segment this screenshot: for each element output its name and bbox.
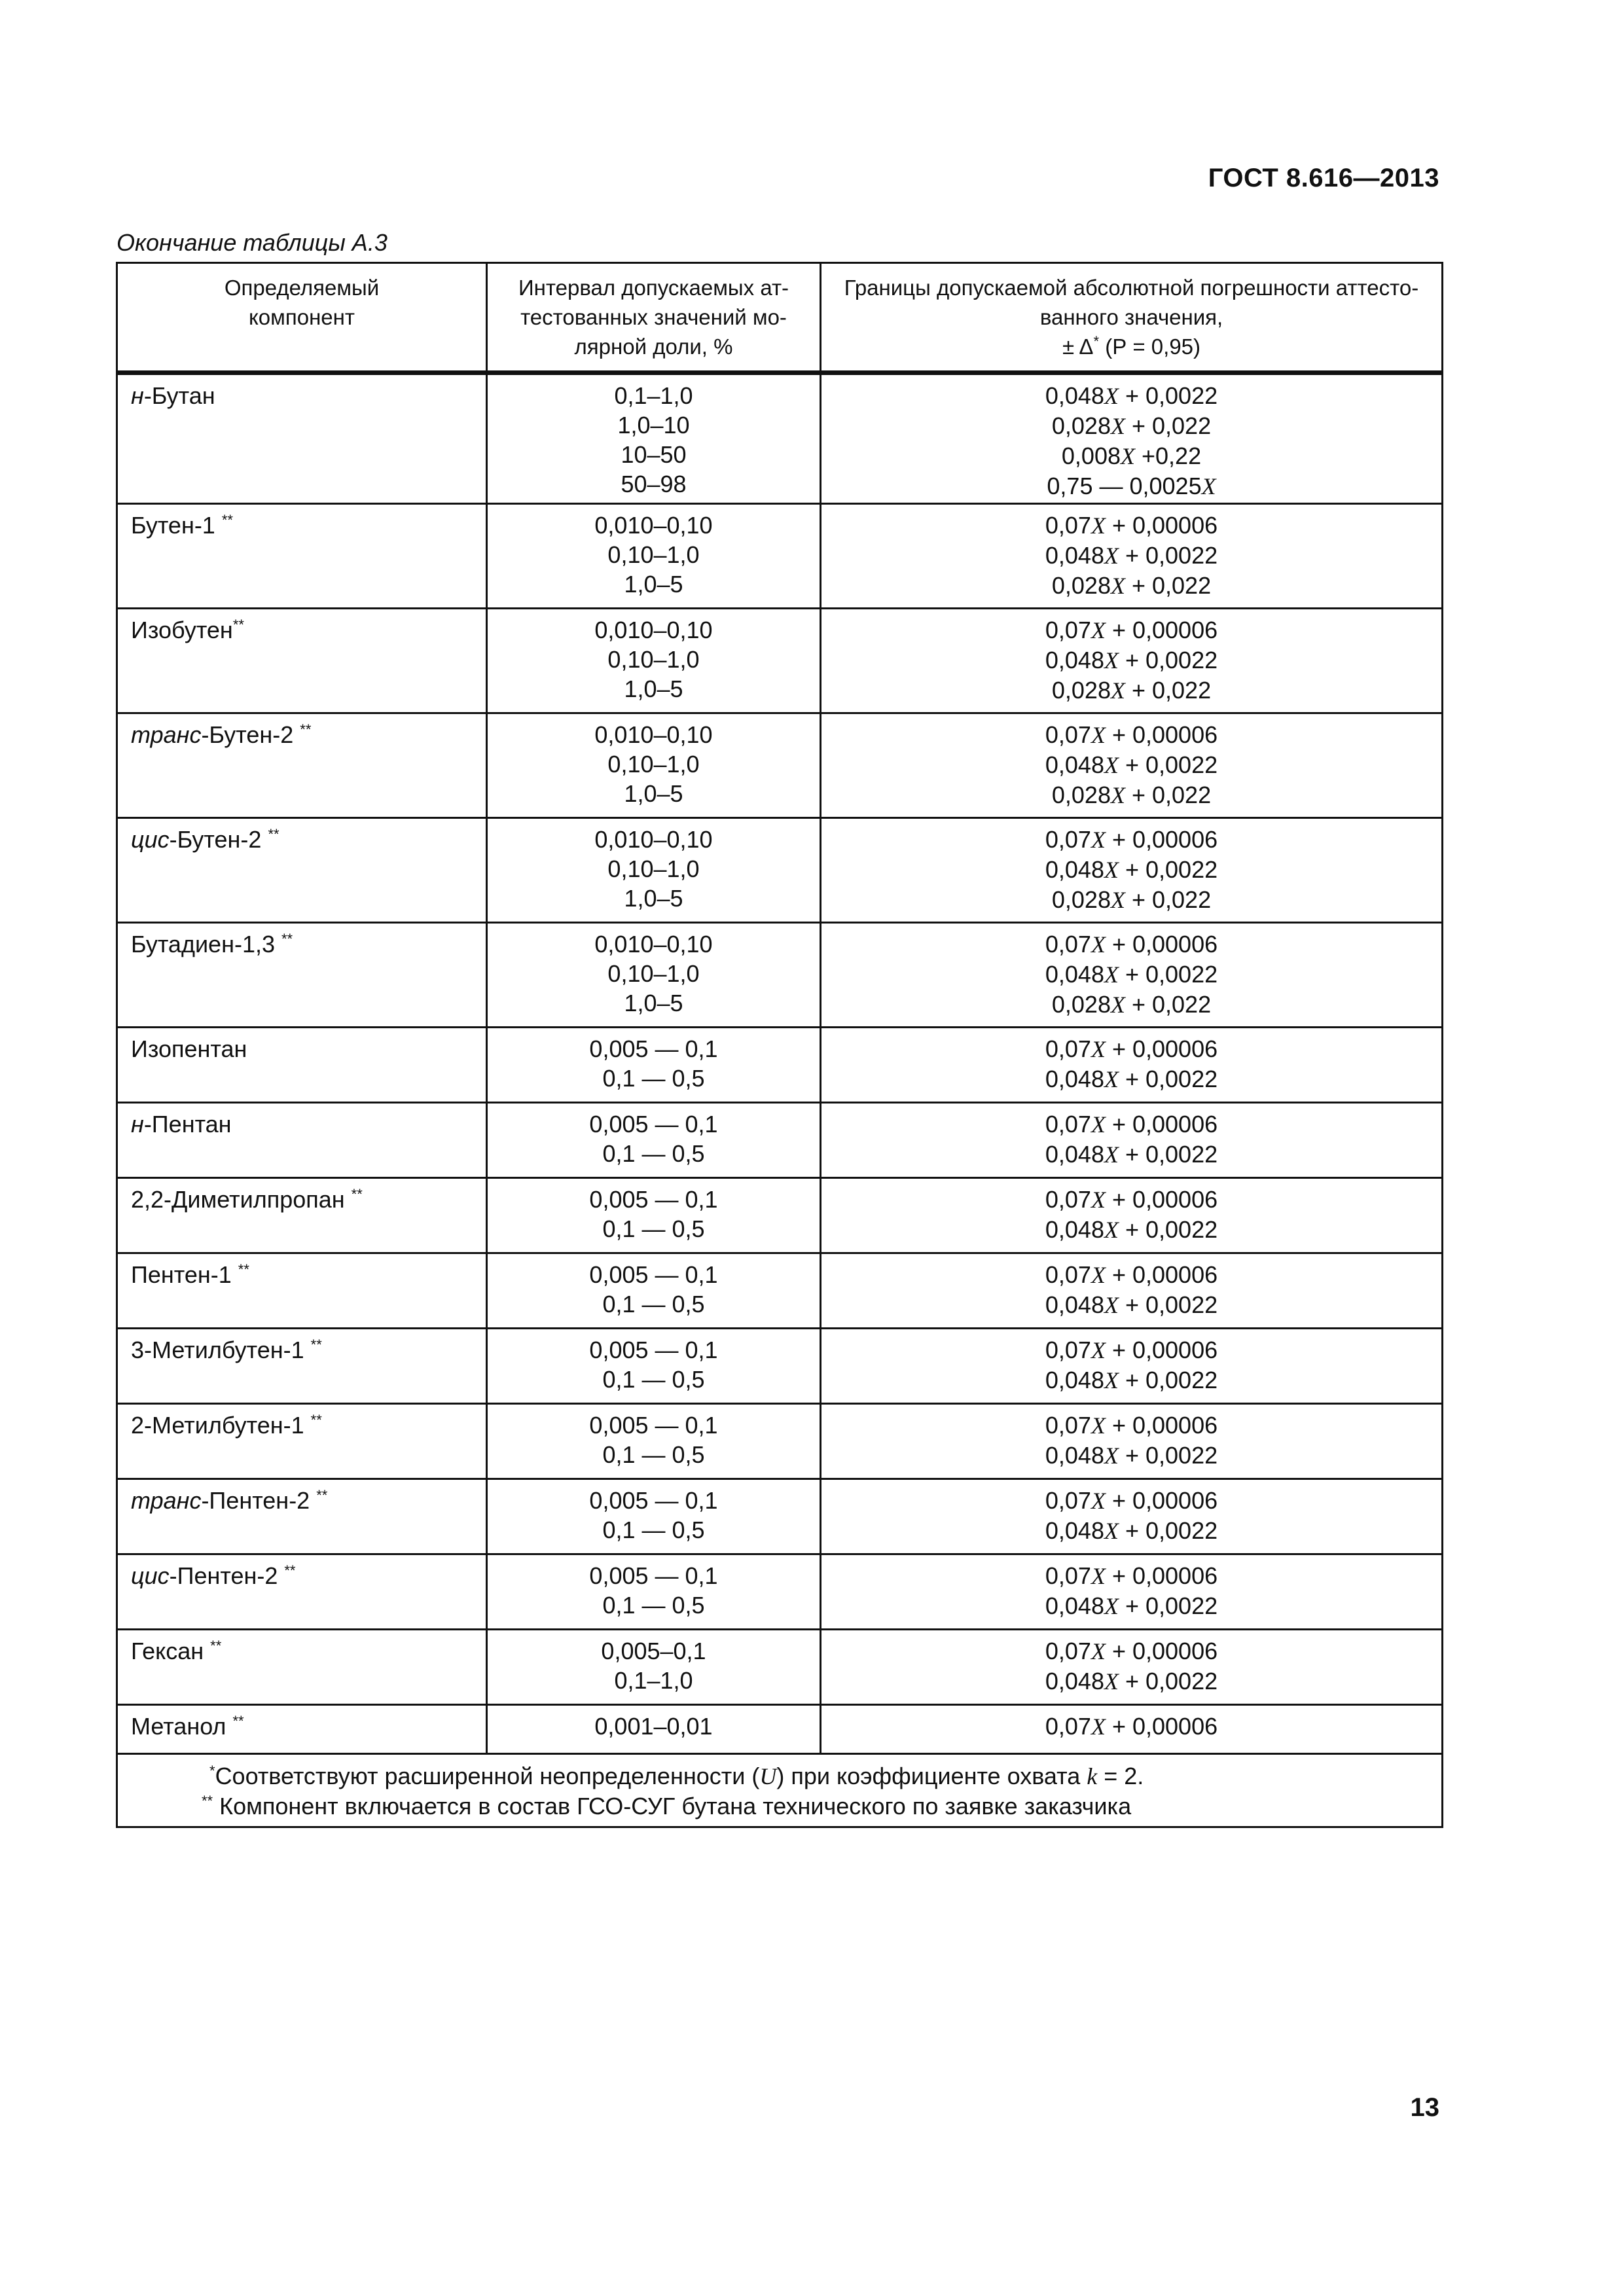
bound-formula: 0,75 — 0,0025X <box>1047 473 1216 499</box>
table-row <box>117 1329 1443 1404</box>
interval-cell <box>487 1103 821 1178</box>
table-body <box>117 373 1443 1754</box>
component-name: транс-Пентен-2 ** <box>117 1479 487 1554</box>
table-row <box>117 1103 1443 1178</box>
interval-value: 0,005–0,1 <box>601 1638 706 1664</box>
bound-formula: 0,028X + 0,022 <box>1051 412 1212 439</box>
component-name: 3-Метилбутен-1 ** <box>117 1329 487 1404</box>
bounds-cell <box>821 713 1443 818</box>
bound-formula: 0,07X + 0,00006 <box>1045 1035 1218 1062</box>
bound-formula: 0,048X + 0,0022 <box>1045 1668 1218 1695</box>
bound-formula: 0,07X + 0,00006 <box>1045 512 1218 539</box>
interval-value: 0,005 — 0,1 <box>589 1412 718 1439</box>
bound-formula: 0,028X + 0,022 <box>1051 781 1212 808</box>
component-name: 2-Метилбутен-1 ** <box>117 1404 487 1479</box>
table-row <box>117 1554 1443 1630</box>
bound-formula: 0,048X + 0,0022 <box>1045 856 1218 883</box>
bound-formula: 0,048X + 0,0022 <box>1045 647 1218 673</box>
table-row <box>117 1404 1443 1479</box>
table-header-row <box>117 263 1443 373</box>
interval-value: 0,005 — 0,1 <box>589 1336 718 1363</box>
bound-formula: 0,028X + 0,022 <box>1051 991 1212 1018</box>
bound-formula: 0,07X + 0,00006 <box>1045 1562 1218 1589</box>
interval-value: 0,1 — 0,5 <box>602 1366 705 1393</box>
bound-formula: 0,048X + 0,0022 <box>1045 1291 1218 1318</box>
interval-value: 0,010–0,10 <box>594 617 713 643</box>
bounds-cell <box>821 1329 1443 1404</box>
component-name: 2,2-Диметилпропан ** <box>117 1178 487 1253</box>
bound-formula: 0,07X + 0,00006 <box>1045 1638 1218 1664</box>
interval-value: 1,0–5 <box>624 990 683 1016</box>
interval-value: 0,001–0,01 <box>594 1713 713 1740</box>
component-name: н-Пентан <box>117 1103 487 1178</box>
page-number: 13 <box>1410 2093 1439 2122</box>
bound-formula: 0,07X + 0,00006 <box>1045 617 1218 643</box>
bound-formula: 0,048X + 0,0022 <box>1045 1442 1218 1469</box>
interval-cell <box>487 1630 821 1705</box>
interval-cell <box>487 923 821 1028</box>
component-name: Бутен-1 ** <box>117 504 487 609</box>
table-notes-row <box>117 1754 1443 1827</box>
bound-formula: 0,07X + 0,00006 <box>1045 1111 1218 1138</box>
interval-value: 0,010–0,10 <box>594 721 713 748</box>
component-name: Гексан ** <box>117 1630 487 1705</box>
interval-value: 1,0–10 <box>617 412 690 439</box>
interval-cell <box>487 609 821 713</box>
bound-formula: 0,048X + 0,0022 <box>1045 1517 1218 1544</box>
bound-formula: 0,07X + 0,00006 <box>1045 721 1218 748</box>
bounds-cell <box>821 1404 1443 1479</box>
interval-value: 0,1 — 0,5 <box>602 1065 705 1092</box>
bounds-cell <box>821 1103 1443 1178</box>
component-name: Пентен-1 ** <box>117 1253 487 1329</box>
bound-formula: 0,07X + 0,00006 <box>1045 1261 1218 1288</box>
bound-formula: 0,048X + 0,0022 <box>1045 1216 1218 1243</box>
bounds-cell <box>821 1630 1443 1705</box>
table-row <box>117 1178 1443 1253</box>
table-row <box>117 1479 1443 1554</box>
bounds-cell <box>821 1253 1443 1329</box>
table-row <box>117 713 1443 818</box>
interval-value: 1,0–5 <box>624 885 683 912</box>
interval-value: 0,1–1,0 <box>614 382 693 409</box>
component-name: Бутадиен-1,3 ** <box>117 923 487 1028</box>
bound-formula: 0,07X + 0,00006 <box>1045 1336 1218 1363</box>
table-row <box>117 1253 1443 1329</box>
bound-formula: 0,07X + 0,00006 <box>1045 1487 1218 1514</box>
bound-formula: 0,008X +0,22 <box>1061 442 1202 469</box>
table-row <box>117 818 1443 923</box>
interval-cell <box>487 373 821 504</box>
interval-cell <box>487 504 821 609</box>
interval-value: 0,010–0,10 <box>594 931 713 958</box>
bounds-cell <box>821 923 1443 1028</box>
bounds-cell <box>821 1178 1443 1253</box>
interval-cell <box>487 1028 821 1103</box>
component-name: цис-Бутен-2 ** <box>117 818 487 923</box>
header-component: Определяемый компонент <box>117 263 487 373</box>
component-name: цис-Пентен-2 ** <box>117 1554 487 1630</box>
interval-value: 0,005 — 0,1 <box>589 1487 718 1514</box>
interval-value: 0,005 — 0,1 <box>589 1562 718 1589</box>
bound-formula: 0,028X + 0,022 <box>1051 677 1212 704</box>
bound-formula: 0,048X + 0,0022 <box>1045 1141 1218 1168</box>
interval-value: 0,1–1,0 <box>614 1667 693 1694</box>
interval-value: 0,1 — 0,5 <box>602 1140 705 1167</box>
interval-value: 0,005 — 0,1 <box>589 1035 718 1062</box>
bound-formula: 0,07X + 0,00006 <box>1045 1186 1218 1213</box>
bounds-cell <box>821 1479 1443 1554</box>
interval-value: 0,10–1,0 <box>607 646 700 673</box>
interval-value: 0,005 — 0,1 <box>589 1261 718 1288</box>
interval-value: 10–50 <box>621 441 687 468</box>
interval-value: 0,010–0,10 <box>594 826 713 853</box>
interval-cell <box>487 1253 821 1329</box>
bound-formula: 0,048X + 0,0022 <box>1045 1367 1218 1393</box>
interval-cell <box>487 1404 821 1479</box>
interval-value: 1,0–5 <box>624 780 683 807</box>
table-caption: Окончание таблицы А.3 <box>117 229 388 256</box>
interval-value: 1,0–5 <box>624 571 683 598</box>
interval-value: 0,1 — 0,5 <box>602 1592 705 1619</box>
bound-formula: 0,07X + 0,00006 <box>1045 1713 1218 1740</box>
table-row <box>117 923 1443 1028</box>
bound-formula: 0,07X + 0,00006 <box>1045 931 1218 958</box>
interval-cell <box>487 1554 821 1630</box>
bound-formula: 0,048X + 0,0022 <box>1045 542 1218 569</box>
bounds-cell <box>821 609 1443 713</box>
bound-formula: 0,028X + 0,022 <box>1051 886 1212 913</box>
table-row <box>117 1705 1443 1754</box>
bounds-cell <box>821 818 1443 923</box>
interval-cell <box>487 713 821 818</box>
table-row <box>117 609 1443 713</box>
bounds-cell <box>821 1028 1443 1103</box>
interval-cell <box>487 1479 821 1554</box>
bounds-cell <box>821 373 1443 504</box>
interval-value: 0,10–1,0 <box>607 855 700 882</box>
bound-formula: 0,028X + 0,022 <box>1051 572 1212 599</box>
bounds-cell <box>821 1705 1443 1754</box>
bound-formula: 0,07X + 0,00006 <box>1045 826 1218 853</box>
interval-value: 0,1 — 0,5 <box>602 1291 705 1318</box>
interval-value: 0,010–0,10 <box>594 512 713 539</box>
interval-value: 0,10–1,0 <box>607 541 700 568</box>
interval-value: 0,10–1,0 <box>607 960 700 987</box>
interval-value: 0,005 — 0,1 <box>589 1111 718 1138</box>
component-name: н-Бутан <box>117 373 487 504</box>
interval-value: 0,1 — 0,5 <box>602 1516 705 1543</box>
component-name: Метанол ** <box>117 1705 487 1754</box>
table-row <box>117 1630 1443 1705</box>
interval-value: 0,10–1,0 <box>607 751 700 778</box>
table-row <box>117 373 1443 504</box>
bounds-cell <box>821 1554 1443 1630</box>
table-row <box>117 1028 1443 1103</box>
document-code: ГОСТ 8.616—2013 <box>1208 164 1439 192</box>
interval-value: 50–98 <box>621 471 687 497</box>
bounds-cell <box>821 504 1443 609</box>
components-table <box>116 262 1443 1828</box>
interval-value: 0,1 — 0,5 <box>602 1215 705 1242</box>
component-name: транс-Бутен-2 ** <box>117 713 487 818</box>
component-name: Изобутен** <box>117 609 487 713</box>
bound-formula: 0,048X + 0,0022 <box>1045 382 1218 409</box>
bound-formula: 0,048X + 0,0022 <box>1045 1066 1218 1092</box>
interval-cell <box>487 818 821 923</box>
bound-formula: 0,048X + 0,0022 <box>1045 751 1218 778</box>
header-bounds: Границы допускаемой абсолютной погрешности аттесто- ванного значения, ± Δ* (Р = 0,95) <box>821 263 1443 373</box>
interval-cell <box>487 1329 821 1404</box>
note-optional-component: ** Компонент включается в состав ГСО-СУГ бутана технического по заявке заказчика <box>202 1793 1132 1820</box>
interval-cell <box>487 1705 821 1754</box>
table-notes <box>117 1754 1443 1827</box>
bound-formula: 0,07X + 0,00006 <box>1045 1412 1218 1439</box>
interval-value: 1,0–5 <box>624 675 683 702</box>
header-interval: Интервал допускаемых ат- тестованных значений мо- лярной доли, % <box>487 263 821 373</box>
note-expanded-uncertainty: *Соответствуют расширенной неопределенности (U) при коэффициенте охвата k = 2. <box>209 1763 1144 1789</box>
interval-value: 0,005 — 0,1 <box>589 1186 718 1213</box>
bound-formula: 0,048X + 0,0022 <box>1045 961 1218 988</box>
interval-cell <box>487 1178 821 1253</box>
interval-value: 0,1 — 0,5 <box>602 1441 705 1468</box>
component-name: Изопентан <box>117 1028 487 1103</box>
bound-formula: 0,048X + 0,0022 <box>1045 1592 1218 1619</box>
table-row <box>117 504 1443 609</box>
